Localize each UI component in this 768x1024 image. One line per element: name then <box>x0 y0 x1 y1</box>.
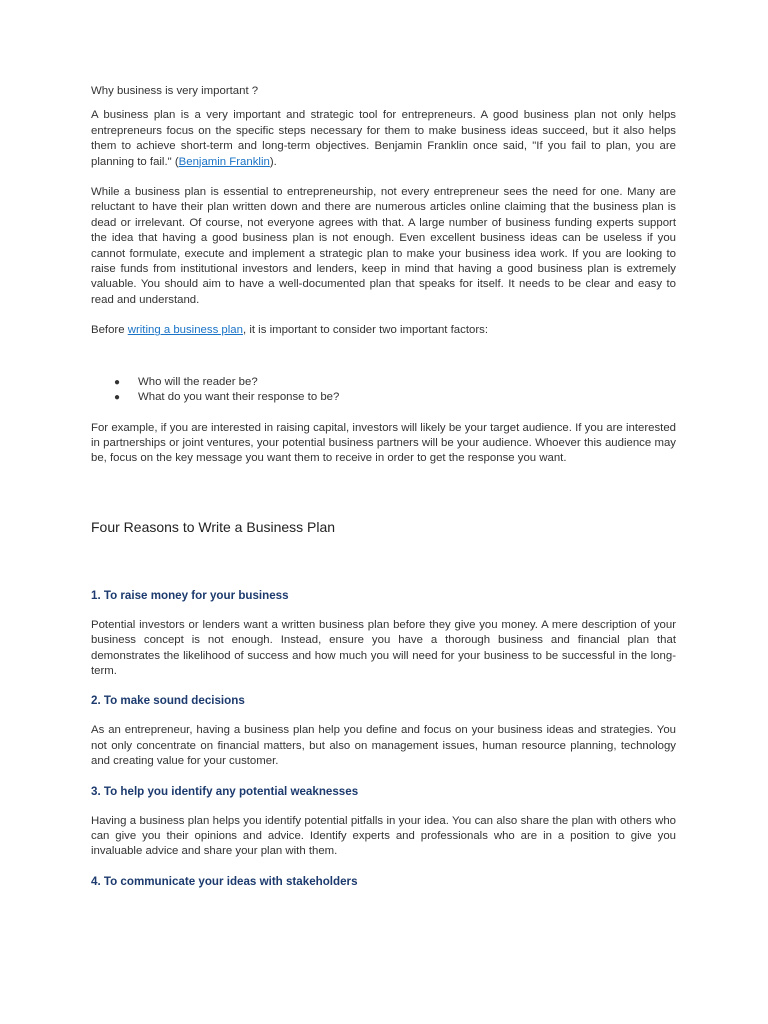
paragraph-business-plan-intro <box>91 108 676 170</box>
section-title: Four Reasons to Write a Business Plan <box>91 518 336 535</box>
paragraph-before-writing <box>91 323 676 338</box>
reason-heading-2: 2. To make sound decisions <box>91 694 245 708</box>
paragraph-text: A business plan is a very important and strategic tool for entrepreneurs. A good business plan not only helps entrepreneurs focus on the specific steps necessary for them to make business ideas succeed, but it also helps them to achieve short-term and long-term objectives. Benjamin Franklin once said, "If you fail to plan, you are planning to fail." ( <box>91 109 676 168</box>
reason-heading-3: 3. To help you identify any potential weaknesses <box>91 784 359 798</box>
list-item <box>91 390 676 405</box>
paragraph-text-end: , it is important to consider two important factors: <box>242 324 488 337</box>
bullet-icon: ● <box>114 392 121 404</box>
writing-business-plan-link[interactable]: writing a business plan <box>127 324 243 337</box>
reason-text-3: Having a business plan helps you identify potential pitfalls in your idea. You can also share the plan with others who can give you their opinions and advice. Identify experts and professionals who are in a position to give you invaluable advice and share your plan with them. <box>91 814 676 858</box>
reason-heading-1: 1. To raise money for your business <box>91 588 289 602</box>
reason-heading-4: 4. To communicate your ideas with stakeholders <box>91 874 358 888</box>
paragraph-example-audience: For example, if you are interested in raising capital, investors will likely be your target audience. If you are interested in partnerships or joint ventures, your potential business partners will be your audience. Whoever this audience may be, focus on the key message you want them to receive in order to get the response you want. <box>91 421 676 465</box>
reason-text-2: As an entrepreneur, having a business plan help you define and focus on your business ideas and strategies. You not only concentrate on financial matters, but also on management issues, human resource planning, technology and creating value for your customer. <box>91 724 676 768</box>
factors-list <box>91 375 676 406</box>
list-item-text: Who will the reader be? <box>138 375 258 388</box>
paragraph-text-end: ). <box>269 155 277 168</box>
list-item <box>91 375 676 390</box>
intro-question: Why business is very important ? <box>91 85 259 97</box>
document-page <box>91 84 676 904</box>
list-item-text: What do you want their response to be? <box>138 391 340 404</box>
reason-text-1: Potential investors or lenders want a written business plan before they give you money. A mere description of your business concept is not enough. Instead, ensure you have a thorough business and financial plan that demonstrates the likelihood of success and how much you will need for your business to be successful in the long-term. <box>91 618 676 677</box>
benjamin-franklin-link[interactable]: Benjamin Franklin <box>178 155 270 168</box>
bullet-icon: ● <box>114 376 121 388</box>
paragraph-essential: While a business plan is essential to entrepreneurship, not every entrepreneur sees the need for one. Many are reluctant to have their plan written down and there are numerous articles online claiming that the business plan is dead or irrelevant. Of course, not everyone agrees with that. A large number of business funding experts support the idea that having a good business plan is not enough. Even excellent business ideas can be useless if you cannot formulate, execute and implement a strategic plan to make your business idea work. If you are looking to raise funds from institutional investors and lenders, keep in mind that having a good business plan is extremely valuable. You should aim to have a well-documented plan that speaks for itself. It needs to be clear and easy to read and understand. <box>91 186 676 306</box>
paragraph-text: Before <box>91 324 128 337</box>
